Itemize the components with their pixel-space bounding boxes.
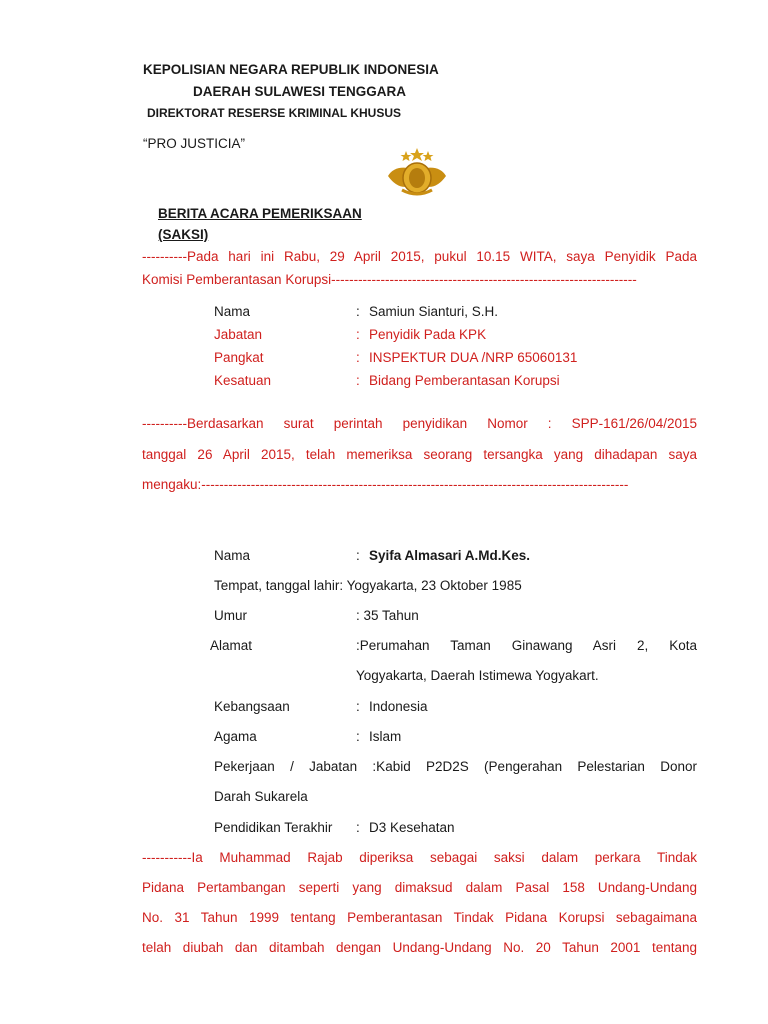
- witness-pekerjaan-line-2: Darah Sukarela: [214, 789, 308, 804]
- field-colon: :: [356, 699, 360, 714]
- header-line-3: DIREKTORAT RESERSE KRIMINAL KHUSUS: [147, 106, 402, 120]
- field-label: Kebangsaan: [214, 699, 290, 714]
- field-label: Nama: [214, 548, 251, 563]
- field-colon: :: [356, 304, 360, 319]
- basis-line-3: mengaku:-----------------------------------------------------------------------------------------------: [142, 477, 629, 492]
- witness-row-agama: [0, 729, 768, 747]
- field-colon: :: [356, 327, 360, 342]
- document-title: BERITA ACARA PEMERIKSAAN: [158, 206, 362, 221]
- field-colon: :: [356, 373, 360, 388]
- basis-line-1: ----------Berdasarkan surat perintah penyidikan Nomor : SPP-161/26/04/2015: [142, 416, 697, 431]
- intro-line-1: ----------Pada hari ini Rabu, 29 April 2015, pukul 10.15 WITA, saya Penyidik Pada: [142, 249, 697, 264]
- field-label: Nama: [214, 304, 251, 319]
- field-value: Islam: [369, 729, 402, 744]
- field-value: : 35 Tahun: [356, 608, 419, 623]
- witness-alamat-label: Alamat: [210, 638, 253, 653]
- field-colon: :: [356, 729, 360, 744]
- header-line-2: DAERAH SULAWESI TENGGARA: [193, 84, 407, 99]
- field-value: Indonesia: [369, 699, 428, 714]
- field-value: Samiun Sianturi, S.H.: [369, 304, 499, 319]
- field-label: Jabatan: [214, 327, 263, 342]
- basis-line-2: tanggal 26 April 2015, telah memeriksa seorang tersangka yang dihadapan saya: [142, 447, 697, 462]
- statement-line-2: Pidana Pertambangan seperti yang dimaksud dalam Pasal 158 Undang-Undang: [142, 880, 697, 895]
- police-emblem-icon: [384, 146, 450, 198]
- witness-row-pendidikan: [0, 820, 768, 838]
- field-colon: :: [356, 548, 360, 563]
- investigator-row-kesatuan: [0, 373, 768, 391]
- intro-line-2: Komisi Pemberantasan Korupsi--------------------------------------------------------------------: [142, 272, 637, 287]
- witness-pekerjaan-line-1: Pekerjaan / Jabatan :Kabid P2D2S (Pengerahan Pelestarian Donor: [214, 759, 697, 774]
- investigator-row-jabatan: [0, 327, 768, 345]
- statement-line-4: telah diubah dan ditambah dengan Undang-Undang No. 20 Tahun 2001 tentang: [142, 940, 697, 955]
- field-label: Umur: [214, 608, 247, 623]
- field-colon: :: [356, 820, 360, 835]
- investigator-row-pangkat: [0, 350, 768, 368]
- field-label: Agama: [214, 729, 257, 744]
- field-value: INSPEKTUR DUA /NRP 65060131: [369, 350, 578, 365]
- header-line-1: KEPOLISIAN NEGARA REPUBLIK INDONESIA: [143, 62, 439, 77]
- field-label: Kesatuan: [214, 373, 272, 388]
- statement-line-1: -----------Ia Muhammad Rajab diperiksa sebagai saksi dalam perkara Tindak: [142, 850, 697, 865]
- field-label: Pendidikan Terakhir: [214, 820, 333, 835]
- field-value: D3 Kesehatan: [369, 820, 455, 835]
- investigator-row-nama: [0, 304, 768, 322]
- witness-row-umur: [0, 608, 768, 626]
- witness-row-kebangsaan: [0, 699, 768, 717]
- field-value: Bidang Pemberantasan Korupsi: [369, 373, 560, 388]
- witness-row-ttl: Tempat, tanggal lahir: Yogyakarta, 23 Oktober 1985: [214, 578, 522, 593]
- field-value: Penyidik Pada KPK: [369, 327, 487, 342]
- witness-alamat-line-1: :Perumahan Taman Ginawang Asri 2, Kota: [356, 638, 697, 653]
- field-colon: :: [356, 350, 360, 365]
- witness-name: Syifa Almasari A.Md.Kes.: [369, 548, 531, 563]
- document-subtitle: (SAKSI): [158, 227, 209, 242]
- witness-alamat-line-2: Yogyakarta, Daerah Istimewa Yogyakart.: [356, 668, 599, 683]
- witness-row-nama: [0, 548, 768, 566]
- pro-justicia: “PRO JUSTICIA”: [143, 136, 246, 151]
- statement-line-3: No. 31 Tahun 1999 tentang Pemberantasan Tindak Pidana Korupsi sebagaimana: [142, 910, 697, 925]
- field-label: Pangkat: [214, 350, 264, 365]
